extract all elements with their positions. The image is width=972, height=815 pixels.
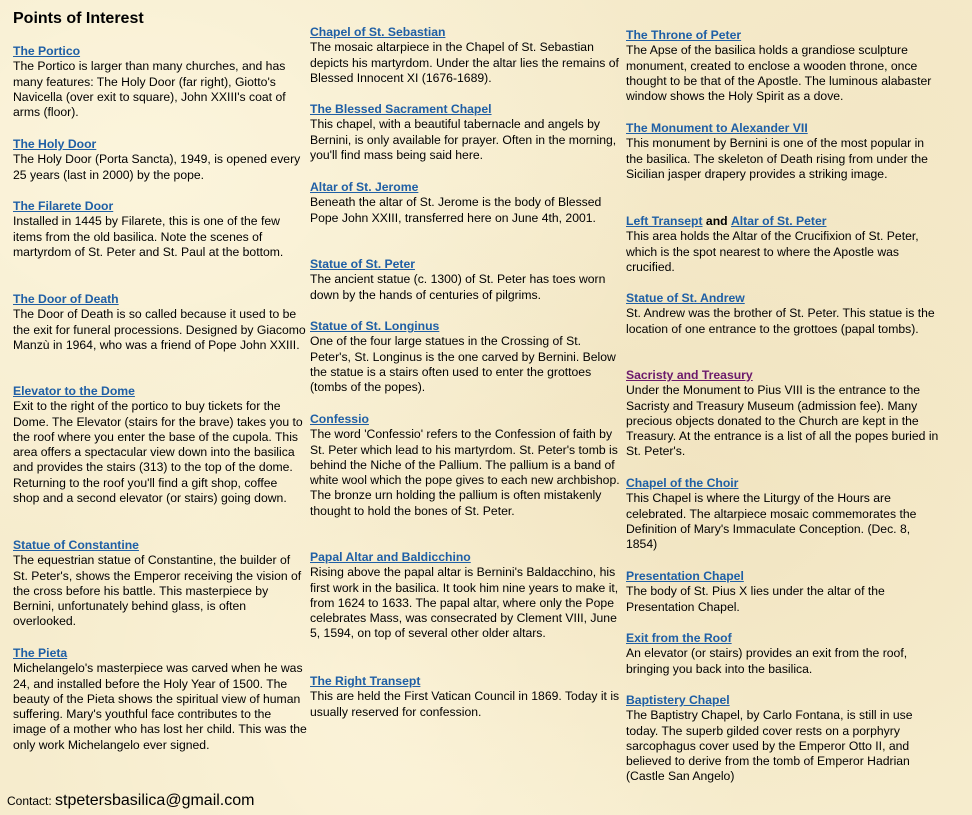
poi-entry-blessed-sacrament: [310, 102, 622, 163]
poi-link-elevator-dome[interactable]: Elevator to the Dome: [13, 384, 135, 398]
poi-entry-elevator-dome: [13, 384, 307, 506]
poi-desc: This monument by Bernini is one of the most popular in the basilica. The skeleton of Death rising from under the Sicilian jasper drapery provides a striking image.: [626, 136, 928, 181]
poi-desc: Installed in 1445 by Filarete, this is one of the few items from the old basilica. Note the scenes of martyrdom of St. Peter and St. Paul at the bottom.: [13, 214, 284, 259]
poi-desc: Beneath the altar of St. Jerome is the body of Blessed Pope John XXIII, transferred here on June 4th, 2001.: [310, 195, 602, 225]
poi-link-door-of-death[interactable]: The Door of Death: [13, 292, 119, 306]
poi-entry-papal-altar: [310, 550, 622, 642]
poi-desc: An elevator (or stairs) provides an exit from the roof, bringing you back into the basilica.: [626, 646, 908, 676]
poi-desc: The body of St. Pius X lies under the altar of the Presentation Chapel.: [626, 584, 885, 614]
poi-link-holy-door[interactable]: The Holy Door: [13, 137, 97, 151]
poi-entry-exit-roof: [626, 631, 942, 677]
poi-link-blessed-sacrament[interactable]: The Blessed Sacrament Chapel: [310, 102, 492, 116]
poi-entry-baptistery: [626, 693, 942, 785]
poi-desc: Michelangelo's masterpiece was carved when he was 24, and installed before the Holy Year of 1500. The beauty of the Pieta shows the spiritual view of human suffering. Mary's youthful face contributes to the image of a mother who has lost her child. This was the only work Michelangelo ever signed.: [13, 661, 307, 752]
poi-link-portico[interactable]: The Portico: [13, 44, 81, 58]
contact-label: Contact:: [7, 794, 52, 808]
poi-link-altar-st-peter[interactable]: Altar of St. Peter: [730, 214, 827, 228]
poi-desc: The equestrian statue of Constantine, the builder of St. Peter's, shows the Emperor receiving the vision of the cross before his battle. This masterpiece by Bernini, unfortunately behind glass, is often overlooked.: [13, 553, 302, 629]
poi-link-throne-of-peter[interactable]: The Throne of Peter: [626, 28, 742, 42]
poi-desc: The word 'Confessio' refers to the Confession of faith by St. Peter which lead to his martyrdom. St. Peter's tomb is behind the Niche of the Pallium. The pallium is a band of white wool which the pope gives to each new archbishop. The bronze urn holding the pallium is often mistakenly thought to hold the bones of St. Peter.: [310, 427, 620, 518]
poi-desc: The mosaic altarpiece in the Chapel of St. Sebastian depicts his martyrdom. Under the altar lies the remains of Blessed Innocent XI (1676-1689).: [310, 40, 619, 85]
poi-entry-throne-of-peter: [626, 28, 942, 104]
poi-entry-st-jerome: [310, 180, 622, 226]
contact-email[interactable]: stpetersbasilica@gmail.com: [55, 792, 255, 809]
poi-desc: St. Andrew was the brother of St. Peter. This statue is the location of one entrance to the grottoes (papal tombs).: [626, 306, 935, 336]
poi-link-exit-roof[interactable]: Exit from the Roof: [626, 631, 732, 645]
poi-link-pieta[interactable]: The Pieta: [13, 646, 68, 660]
poi-entry-sacristy: [626, 368, 942, 460]
poi-desc: The Apse of the basilica holds a grandiose sculpture monument, created to enclose a wooden throne, once thought to be that of the Apostle. The luminous alabaster window shows the Holy Spirit as a dove.: [626, 43, 932, 104]
poi-link-left-transept[interactable]: Left Transept: [626, 214, 703, 228]
poi-desc: This chapel, with a beautiful tabernacle and angels by Bernini, is only available for prayer. Often in the morning, you'll find mass being said here.: [310, 117, 617, 162]
poi-desc: The ancient statue (c. 1300) of St. Peter has toes worn down by the hands of centuries of pilgrims.: [310, 272, 606, 302]
poi-desc: The Baptistry Chapel, by Carlo Fontana, is still in use today. The superb gilded cover rests on a porphyry sarcophagus cover used by the Emperor Otto II, and believed to derive from the tomb of Emperor Hadrian (Castle San Angelo): [626, 708, 913, 784]
poi-desc: Exit to the right of the portico to buy tickets for the Dome. The Elevator (stairs for the brave) takes you to the roof where you enter the base of the cupola. This area offers a spectacular view down into the basilica and provides the stairs (313) to the top of the dome. Returning to the roof you'll find a gift shop, coffee shop and a second elevator (or stairs) going down.: [13, 399, 303, 506]
poi-entry-st-sebastian: [310, 25, 622, 86]
poi-link-statue-st-peter[interactable]: Statue of St. Peter: [310, 257, 415, 271]
contact-footer: [7, 792, 254, 810]
poi-link-st-sebastian[interactable]: Chapel of St. Sebastian: [310, 25, 446, 39]
poi-link-presentation-chapel[interactable]: Presentation Chapel: [626, 569, 744, 583]
poi-link-papal-altar[interactable]: Papal Altar and Baldicchino: [310, 550, 471, 564]
poi-entry-presentation-chapel: [626, 569, 942, 615]
poi-desc: One of the four large statues in the Crossing of St. Peter's, St. Longinus is the one carved by Bernini. Below the statue is a stairs often used to enter the grottoes (tombs of the popes).: [310, 334, 616, 395]
poi-link-chapel-choir[interactable]: Chapel of the Choir: [626, 476, 739, 490]
poi-desc: The Door of Death is so called because it used to be the exit for funeral processions. Designed by Giacomo Manzù in 1964, who was a friend of Pope John XXIII.: [13, 307, 306, 352]
poi-entry-alexander-vii: [626, 121, 942, 182]
poi-entry-portico: [13, 44, 307, 120]
poi-entry-left-transept: [626, 214, 942, 275]
poi-entry-st-andrew: [626, 291, 942, 337]
poi-link-baptistery[interactable]: Baptistery Chapel: [626, 693, 730, 707]
poi-entry-st-longinus: [310, 319, 622, 395]
poi-link-constantine[interactable]: Statue of Constantine: [13, 538, 139, 552]
poi-link-filarete-door[interactable]: The Filarete Door: [13, 199, 114, 213]
poi-link-st-longinus[interactable]: Statue of St. Longinus: [310, 319, 440, 333]
poi-link-alexander-vii[interactable]: The Monument to Alexander VII: [626, 121, 808, 135]
poi-entry-filarete-door: [13, 199, 307, 260]
poi-desc: This are held the First Vatican Council in 1869. Today it is usually reserved for confession.: [310, 689, 620, 719]
poi-entry-door-of-death: [13, 292, 307, 353]
title-joiner: and: [705, 214, 728, 228]
poi-entry-statue-st-peter: [310, 257, 622, 303]
poi-desc: Under the Monument to Pius VIII is the entrance to the Sacristy and Treasury Museum (admission fee). Many precious objects donated to the Church are kept in the Treasury. At the entrance is a list of all the popes buried in St. Peter's.: [626, 383, 939, 459]
poi-desc: This area holds the Altar of the Crucifixion of St. Peter, which is the spot nearest to where the Apostle was crucified.: [626, 229, 919, 274]
poi-desc: The Holy Door (Porta Sancta), 1949, is opened every 25 years (last in 2000) by the pope.: [13, 152, 301, 182]
poi-link-right-transept[interactable]: The Right Transept: [310, 674, 421, 688]
poi-entry-holy-door: [13, 137, 307, 183]
poi-entry-constantine: [13, 538, 307, 630]
poi-entry-right-transept: [310, 674, 622, 720]
poi-desc: The Portico is larger than many churches, and has many features: The Holy Door (far right), Giotto's Navicella (over exit to square), John XXIII's coat of arms (floor).: [13, 59, 286, 120]
poi-desc: Rising above the papal altar is Bernini's Baldacchino, his first work in the basilica. It took him nine years to make it, from 1624 to 1633. The papal altar, where only the Pope celebrates Mass, was consecrated by Clement VIII, June 5, 1594, on top of several other older altars.: [310, 565, 619, 641]
poi-entry-confessio: [310, 412, 622, 519]
poi-desc: This Chapel is where the Liturgy of the Hours are celebrated. The altarpiece mosaic commemorates the Definition of Mary's Immaculate Conception. (Dec. 8, 1854): [626, 491, 917, 552]
poi-entry-pieta: [13, 646, 307, 753]
poi-link-st-jerome[interactable]: Altar of St. Jerome: [310, 180, 419, 194]
poi-link-confessio[interactable]: Confessio: [310, 412, 369, 426]
page-title: Points of Interest: [13, 10, 144, 27]
poi-link-st-andrew[interactable]: Statue of St. Andrew: [626, 291, 745, 305]
poi-entry-chapel-choir: [626, 476, 942, 552]
poi-link-sacristy[interactable]: Sacristy and Treasury: [626, 368, 753, 382]
